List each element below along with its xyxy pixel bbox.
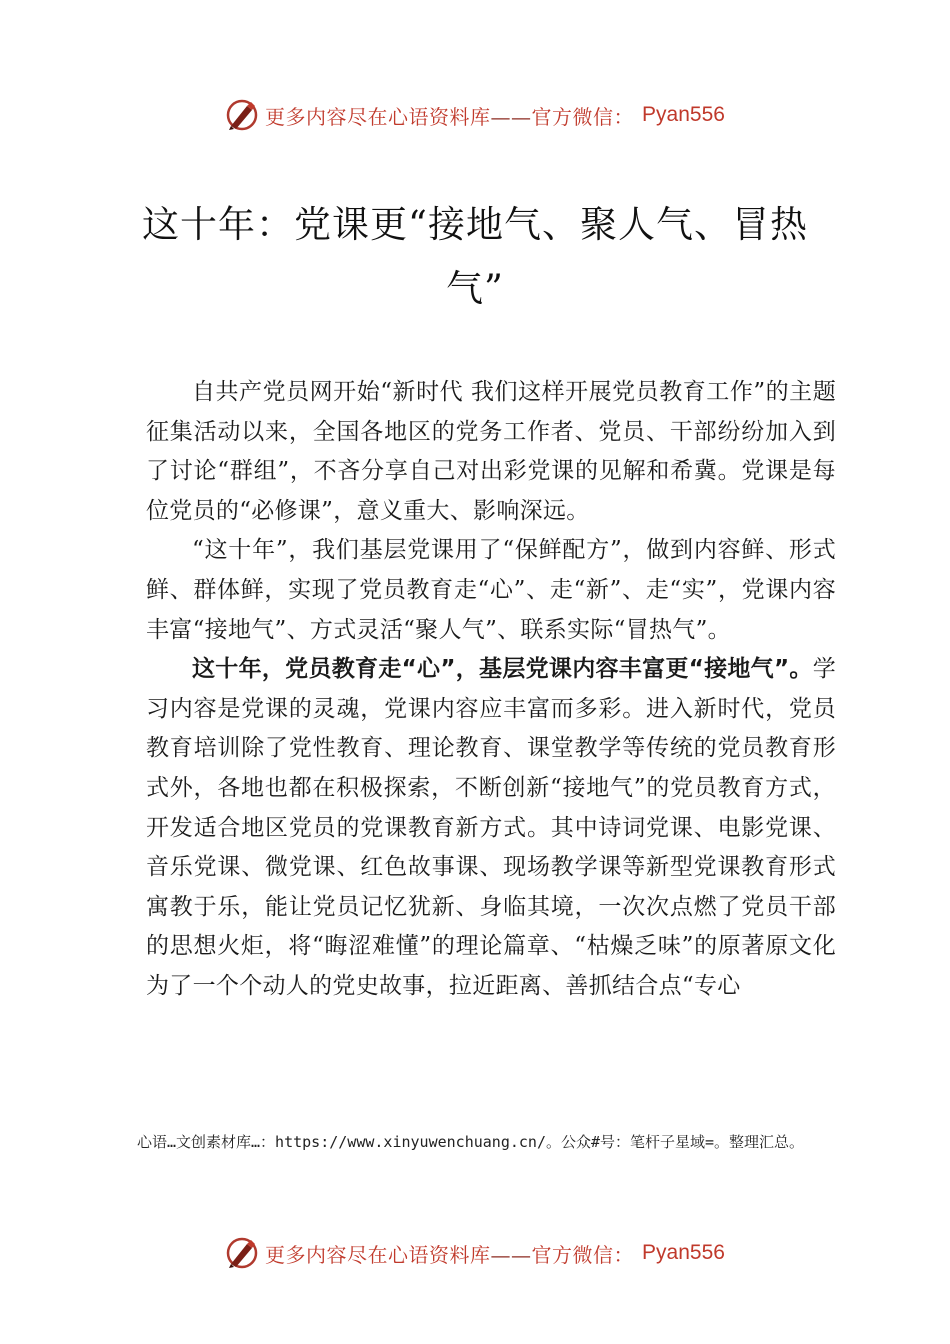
paragraph-3 [146,650,836,1006]
banner-wechat-label: 官方微信： [531,1242,635,1267]
document-body [146,373,836,1007]
top-banner [0,95,950,135]
banner-slogan: 更多内容尽在心语资料库 [265,104,491,129]
document-title: 这十年：党课更“接地气、聚人气、冒热气” [142,203,808,310]
paragraph-1-text: 自共产党员网开始“新时代 我们这样开展党员教育工作”的主题征集活动以来，全国各地区的党务工作者、党员、干部纷纷加入到了讨论“群组”，不吝分享自己对出彩党课的见解和希冀。党课是每位党员的“必修课”，意义重大、影响深远。 [146,379,836,524]
paragraph-3-text: 学习内容是党课的灵魂，党课内容应丰富而多彩。进入新时代，党员教育培训除了党性教育、理论教育、课堂教学等传统的党员教育形式外，各地也都在积极探索，不断创新“接地气”的党员教育方式，开发适合地区党员的党课教育新方式。其中诗词党课、电影党课、音乐党课、微党课、红色故事课、现场教学课等新型党课教育形式寓教于乐，能让党员记忆犹新、身临其境，一次次点燃了党员干部的思想火炬，将“晦涩难懂”的理论篇章、“枯燥乏味”的原著原文化为了一个个动人的党史故事，拉近距离、善抓结合点“专心 [146,656,836,999]
banner-separator: —— [490,1242,532,1267]
pen-logo-icon [225,1236,259,1270]
banner-text [265,1239,634,1268]
paragraph-2-text: “这十年”，我们基层党课用了“保鲜配方”，做到内容鲜、形式鲜、群体鲜，实现了党员教育走“心”、走“新”、走“实”，党课内容丰富“接地气”、方式灵活“聚人气”、联系实际“冒热气”。 [146,537,836,643]
banner-wechat-id: Pyan556 [642,1241,725,1264]
paragraph-2 [146,531,836,650]
banner-wechat-id: Pyan556 [642,103,725,126]
banner-separator: —— [490,104,532,129]
pen-logo-icon [225,98,259,132]
banner-text [265,101,634,130]
banner-wechat-label: 官方微信： [531,104,635,129]
banner-slogan: 更多内容尽在心语资料库 [265,1242,491,1267]
bottom-banner [0,1233,950,1273]
footer-source-note: 心语…文创素材库…：https://www.xinyuwenchuang.cn/。公众#号：笔杆子星域=。整理汇总。 [137,1133,805,1151]
paragraph-3-lead: 这十年，党员教育走“心”，基层党课内容丰富更“接地气”。 [192,656,813,683]
paragraph-1 [146,373,836,531]
